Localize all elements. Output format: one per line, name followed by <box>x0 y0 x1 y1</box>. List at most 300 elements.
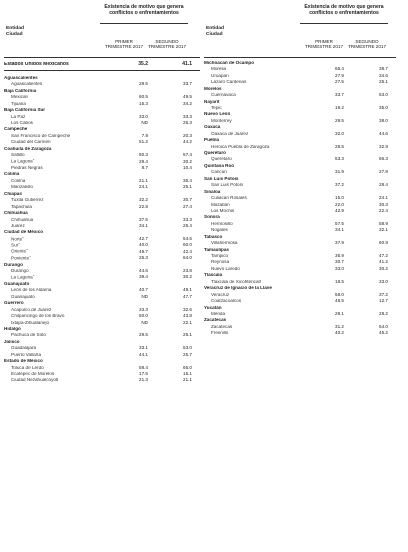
table-row <box>4 268 200 274</box>
city-name: Mérida <box>211 311 226 316</box>
value-segundo-trimestre: 44.6 <box>379 130 388 136</box>
table-row <box>204 131 396 137</box>
table-row <box>204 227 396 233</box>
value-primer-trimestre: 60.5 <box>139 94 148 100</box>
city-name: Ixtapa-Zihuatanejo <box>11 320 50 325</box>
state-name: Nuevo León <box>204 112 231 117</box>
value-segundo-trimestre: 35.0 <box>379 104 388 110</box>
header-title: Existencia de motivo que genera conflictos o enfrentamientos <box>304 4 384 16</box>
entity-label-line2: Ciudad <box>6 31 23 37</box>
value-segundo-trimestre: 25.1 <box>183 332 192 338</box>
table-row <box>204 73 396 79</box>
city-name: Nogales <box>211 228 228 233</box>
value-primer-trimestre: 40.0 <box>139 242 148 248</box>
value-primer-trimestre: 29.4 <box>139 158 148 164</box>
value-primer-trimestre: 29.1 <box>335 310 344 316</box>
city-name: Puerto Vallarta <box>11 352 42 357</box>
city-name: Chilpancingo de los Bravo <box>11 314 65 319</box>
value-segundo-trimestre: 47.7 <box>183 293 192 299</box>
value-segundo-trimestre: 60.0 <box>183 242 192 248</box>
value-primer-trimestre: 34.1 <box>335 227 344 233</box>
value-segundo-trimestre: 30.2 <box>379 265 388 271</box>
value-segundo-trimestre: 28.2 <box>379 310 388 316</box>
entity-label-line1: Entidad <box>206 26 224 31</box>
value-primer-trimestre: 50.3 <box>139 152 148 158</box>
table-row <box>204 157 396 163</box>
table-row <box>204 266 396 272</box>
state-name: Colima <box>4 172 20 177</box>
table-row <box>204 279 396 285</box>
value-segundo-trimestre: 49.1 <box>183 287 192 293</box>
value-primer-trimestre: 33.0 <box>335 265 344 271</box>
table-row <box>204 330 396 336</box>
city-name: Mexicali <box>11 95 28 100</box>
table-row <box>4 275 200 281</box>
city-name: Veracruz <box>211 292 230 297</box>
state-name: Aguascalientes <box>4 75 38 80</box>
table-row <box>204 169 396 175</box>
state-name: Quintana Roo <box>204 163 235 168</box>
value-segundo-trimestre: 58.9 <box>379 220 388 226</box>
header-title-rule <box>100 23 188 24</box>
value-primer-trimestre: 51.2 <box>139 139 148 145</box>
city-name: Juárez <box>11 223 25 228</box>
city-name: Cancún <box>211 170 227 175</box>
table-row <box>204 195 396 201</box>
city-name: Tepic <box>211 105 222 110</box>
table-row <box>204 324 396 330</box>
value-primer-trimestre: 53.3 <box>335 156 344 162</box>
table-row <box>204 202 396 208</box>
value-primer-trimestre: 37.2 <box>335 182 344 188</box>
footnote-marker: 1 <box>32 275 35 278</box>
city-name: Querétaro <box>211 157 232 162</box>
value-primer-trimestre: 18.5 <box>335 278 344 284</box>
value-primer-trimestre: 27.5 <box>335 79 344 85</box>
right-table-header <box>204 4 396 60</box>
col-header-primer: PRIMER TRIMESTRE 2017 <box>304 39 344 50</box>
value-primer-trimestre: 28.5 <box>139 81 148 87</box>
value-segundo-trimestre: 30.2 <box>183 158 192 164</box>
state-name: Jalisco <box>4 339 20 344</box>
state-name: San Luis Potosí <box>204 176 239 181</box>
value-segundo-trimestre: 22.4 <box>379 207 388 213</box>
col-header-primer: PRIMER TRIMESTRE 2017 <box>104 39 144 50</box>
value-segundo-trimestre: 53.0 <box>183 345 192 351</box>
table-row <box>4 313 200 319</box>
national-total-row <box>4 60 200 69</box>
value-primer-trimestre: 40.2 <box>335 330 344 336</box>
value-segundo-trimestre: 32.9 <box>379 143 388 149</box>
value-segundo-trimestre: 53.0 <box>379 92 388 98</box>
state-name: Querétaro <box>204 151 226 156</box>
city-name: Toluca de Lerdo <box>11 365 44 370</box>
entity-label <box>6 26 24 38</box>
state-name: Coahuila de Zaragoza <box>4 146 52 151</box>
state-name: Tlaxcala <box>204 273 223 278</box>
state-name: Michoacán de Ocampo <box>204 60 255 65</box>
city-name: Monterrey <box>211 118 232 123</box>
city-name: Reynosa <box>211 260 230 265</box>
city-name: Morelia <box>211 67 227 72</box>
value-segundo-trimestre: 26.3 <box>183 119 192 125</box>
table-row <box>204 260 396 266</box>
city-name: Tapachula <box>11 204 32 209</box>
value-primer-trimestre: 21.1 <box>139 177 148 183</box>
table-row <box>4 249 200 255</box>
state-name: Yucatán <box>204 305 222 310</box>
value-primer-trimestre: ND <box>141 319 148 325</box>
city-name: Villahermosa <box>211 241 238 246</box>
value-segundo-trimestre: 33.3 <box>183 216 192 222</box>
table-row <box>4 217 200 223</box>
value-segundo-trimestre: 21.1 <box>183 377 192 383</box>
value-primer-trimestre: 44.1 <box>139 351 148 357</box>
state-name: Chihuahua <box>4 211 28 216</box>
value-segundo-trimestre: 57.4 <box>183 152 192 158</box>
table-row <box>204 298 396 304</box>
value-primer-trimestre: 49.7 <box>139 248 148 254</box>
city-name: La Laguna$^1$ <box>11 275 35 280</box>
value-primer-trimestre: 8.7 <box>141 165 148 171</box>
value-segundo-trimestre: 66.3 <box>379 156 388 162</box>
table-row <box>204 311 396 317</box>
value-primer-trimestre: 31.9 <box>335 169 344 175</box>
left-rows <box>4 60 200 384</box>
value-segundo-trimestre: 38.7 <box>379 66 388 72</box>
value-primer-trimestre: 32.2 <box>139 197 148 203</box>
city-name: Guanajuato <box>11 294 35 299</box>
value-primer-trimestre: 33.1 <box>139 345 148 351</box>
col-header-segundo: SEGUNDO TRIMESTRE 2017 <box>147 39 187 50</box>
value-primer-trimestre: 25.3 <box>139 255 148 261</box>
value-segundo-trimestre: 41.1 <box>182 61 192 67</box>
table-row <box>204 221 396 227</box>
city-name: Guadalajara <box>11 346 37 351</box>
state-name: Sonora <box>204 215 220 220</box>
value-segundo-trimestre: 54.0 <box>379 323 388 329</box>
state-name: Nayarit <box>204 99 220 104</box>
value-primer-trimestre: 15.3 <box>139 100 148 106</box>
city-name: Ecatepec de Morelos <box>11 372 55 377</box>
value-segundo-trimestre: 25.1 <box>183 184 192 190</box>
value-primer-trimestre: 57.5 <box>335 220 344 226</box>
city-name: La Paz <box>11 114 26 119</box>
city-name: Coatzacoalcos <box>211 299 242 304</box>
value-segundo-trimestre: 27.4 <box>183 203 192 209</box>
value-segundo-trimestre: 30.7 <box>183 197 192 203</box>
entity-label-line2: Ciudad <box>206 31 223 37</box>
city-name: Poniente$^5$ <box>11 255 31 261</box>
value-primer-trimestre: 33.3 <box>139 306 148 312</box>
value-segundo-trimestre: 60.9 <box>379 240 388 246</box>
value-segundo-trimestre: 10.4 <box>183 165 192 171</box>
table-row <box>204 79 396 85</box>
footnote-marker: 3 <box>18 243 20 246</box>
value-segundo-trimestre: 54.5 <box>183 235 192 241</box>
table-row <box>4 152 200 158</box>
table-row <box>204 240 396 246</box>
value-segundo-trimestre: 30.3 <box>379 201 388 207</box>
city-name: Durango <box>11 269 29 274</box>
city-name: Manzanillo <box>11 185 33 190</box>
city-name: Piedras Negras <box>11 166 43 171</box>
city-name: Norte$^2$ <box>11 236 24 242</box>
value-segundo-trimestre: 65.0 <box>183 364 192 370</box>
value-primer-trimestre: 32.0 <box>335 130 344 136</box>
city-name: Fresnillo <box>211 331 229 336</box>
left-table-header <box>4 4 200 60</box>
value-primer-trimestre: 48.5 <box>335 298 344 304</box>
state-name: Guanajuato <box>4 281 30 286</box>
table-row <box>4 345 200 351</box>
value-primer-trimestre: 33.0 <box>139 113 148 119</box>
value-primer-trimestre: 40.7 <box>139 287 148 293</box>
value-segundo-trimestre: 32.6 <box>183 306 192 312</box>
state-name: Puebla <box>204 138 220 143</box>
city-name: Los Mochis <box>211 208 235 213</box>
table-row <box>4 114 200 120</box>
value-primer-trimestre: ND <box>141 119 148 125</box>
total-divider <box>4 70 200 71</box>
city-name: Acapulco de Juárez <box>11 307 52 312</box>
table-row <box>4 101 200 107</box>
value-primer-trimestre: 37.9 <box>335 240 344 246</box>
table-row <box>4 333 200 339</box>
left-column <box>4 4 200 384</box>
value-primer-trimestre: 30.7 <box>335 259 344 265</box>
table-row <box>4 320 200 326</box>
state-name: Tabasco <box>204 234 223 239</box>
value-primer-trimestre: 29.5 <box>139 332 148 338</box>
value-segundo-trimestre: 43.8 <box>183 313 192 319</box>
table-row <box>4 178 200 184</box>
value-primer-trimestre: 37.5 <box>139 216 148 222</box>
city-name: Aguascalientes <box>11 82 43 87</box>
city-name: Cuernavaca <box>211 93 236 98</box>
city-name: Heroica Puebla de Zaragoza <box>211 144 270 149</box>
city-name: Tlaxcala de Xicohténcatl <box>211 279 261 284</box>
state-name: Veracruz de Ignacio de la Llave <box>204 286 272 291</box>
value-segundo-trimestre: 33.3 <box>183 113 192 119</box>
table-row <box>204 66 396 72</box>
city-name: Los Cabos <box>11 120 33 125</box>
value-primer-trimestre: 34.1 <box>139 222 148 228</box>
value-segundo-trimestre: 23.8 <box>183 268 192 274</box>
footnote-marker: 4 <box>26 249 28 252</box>
value-primer-trimestre: 42.7 <box>139 235 148 241</box>
city-name: Estados Unidos Mexicanos <box>4 62 69 67</box>
header-title: Existencia de motivo que genera conflictos o enfrentamientos <box>104 4 184 16</box>
value-primer-trimestre: 15.0 <box>335 195 344 201</box>
value-segundo-trimestre: 64.0 <box>183 255 192 261</box>
value-primer-trimestre: 24.1 <box>139 184 148 190</box>
table-row <box>204 118 396 124</box>
entity-label <box>206 26 224 38</box>
table-row <box>204 105 396 111</box>
table-row <box>204 182 396 188</box>
state-name: Tamaulipas <box>204 247 229 252</box>
city-name: Tampico <box>211 254 229 259</box>
state-name: Zacatecas <box>204 318 227 323</box>
value-segundo-trimestre: 25.1 <box>379 79 388 85</box>
city-name: Hermosillo <box>211 221 233 226</box>
footnote-marker: 2 <box>22 236 24 239</box>
city-name: Culiacán Rosales <box>211 196 247 201</box>
city-name: Nuevo Laredo <box>211 266 240 271</box>
value-primer-trimestre: 44.6 <box>139 268 148 274</box>
value-segundo-trimestre: 49.5 <box>183 94 192 100</box>
table-row <box>4 352 200 358</box>
table-row <box>4 184 200 190</box>
table-row <box>4 197 200 203</box>
value-segundo-trimestre: 20.3 <box>183 132 192 138</box>
value-primer-trimestre: 22.0 <box>335 201 344 207</box>
state-name: Guerrero <box>4 301 24 306</box>
state-name: Baja California <box>4 88 37 93</box>
city-name: Zacatecas <box>211 324 233 329</box>
value-segundo-trimestre: 37.2 <box>379 291 388 297</box>
state-name: Campeche <box>4 127 28 132</box>
value-segundo-trimestre: 25.4 <box>183 222 192 228</box>
table-row <box>4 81 200 87</box>
table-row <box>4 120 200 126</box>
value-segundo-trimestre: 15.1 <box>183 371 192 377</box>
state-name: Morelos <box>204 86 222 91</box>
state-name: Durango <box>4 262 23 267</box>
value-segundo-trimestre: 25.7 <box>183 351 192 357</box>
city-name: Saltillo <box>11 153 25 158</box>
value-primer-trimestre: 21.3 <box>139 377 148 383</box>
table-row <box>4 378 200 384</box>
value-segundo-trimestre: 35.4 <box>183 177 192 183</box>
table-row <box>204 144 396 150</box>
value-primer-trimestre: 39.4 <box>139 274 148 280</box>
value-segundo-trimestre: 33.7 <box>183 81 192 87</box>
two-column-layout <box>4 4 396 384</box>
value-segundo-trimestre: 42.4 <box>183 248 192 254</box>
entity-label-line1: Entidad <box>6 26 24 31</box>
city-name: Chihuahua <box>11 217 34 222</box>
value-primer-trimestre: 31.2 <box>335 323 344 329</box>
city-name: La Laguna$^1$ <box>11 159 35 164</box>
value-segundo-trimestre: 27.9 <box>379 169 388 175</box>
footnote-marker: 1 <box>32 159 35 162</box>
value-segundo-trimestre: 34.2 <box>183 100 192 106</box>
value-segundo-trimestre: 32.1 <box>379 227 388 233</box>
value-segundo-trimestre: 47.2 <box>379 253 388 259</box>
table-row <box>204 208 396 214</box>
right-rows <box>204 60 396 337</box>
table-row <box>4 165 200 171</box>
state-name: Estado de México <box>4 359 43 364</box>
table-row <box>4 294 200 300</box>
city-name: Uruapan <box>211 73 229 78</box>
city-name: León de los Aldama <box>11 288 52 293</box>
table-row <box>4 255 200 261</box>
value-primer-trimestre: 35.9 <box>335 253 344 259</box>
table-row <box>204 92 396 98</box>
right-column <box>200 4 396 384</box>
table-row <box>4 94 200 100</box>
value-primer-trimestre: ND <box>141 293 148 299</box>
table-row <box>4 204 200 210</box>
value-primer-trimestre: 58.4 <box>139 364 148 370</box>
table-row <box>4 307 200 313</box>
value-segundo-trimestre: 33.0 <box>379 278 388 284</box>
city-name: Colima <box>11 178 26 183</box>
value-primer-trimestre: 17.5 <box>139 371 148 377</box>
header-title-rule <box>300 23 388 24</box>
table-row <box>4 365 200 371</box>
value-primer-trimestre: 22.8 <box>139 203 148 209</box>
value-segundo-trimestre: 28.4 <box>379 182 388 188</box>
value-primer-trimestre: 35.2 <box>138 61 148 67</box>
value-segundo-trimestre: 44.2 <box>183 139 192 145</box>
value-segundo-trimestre: 24.1 <box>379 195 388 201</box>
value-primer-trimestre: 19.2 <box>335 104 344 110</box>
table-row <box>4 159 200 165</box>
state-name: Hidalgo <box>4 326 21 331</box>
table-row <box>204 292 396 298</box>
table-row <box>4 287 200 293</box>
value-segundo-trimestre: 45.2 <box>379 330 388 336</box>
value-primer-trimestre: 29.5 <box>335 117 344 123</box>
col-header-segundo: SEGUNDO TRIMESTRE 2017 <box>347 39 387 50</box>
table-row <box>4 242 200 248</box>
city-name: San Francisco de Campeche <box>11 133 71 138</box>
city-name: Tijuana <box>11 101 26 106</box>
footnote-marker: 5 <box>29 255 31 258</box>
city-name: Mazatlán <box>211 202 230 207</box>
value-primer-trimestre: 27.9 <box>335 72 344 78</box>
state-name: Chiapas <box>4 191 22 196</box>
value-segundo-trimestre: 34.6 <box>379 72 388 78</box>
value-segundo-trimestre: 22.1 <box>183 319 192 325</box>
city-name: Tuxtla Gutiérrez <box>11 198 44 203</box>
value-primer-trimestre: 7.8 <box>141 132 148 138</box>
table-row <box>4 133 200 139</box>
table-row <box>4 223 200 229</box>
value-segundo-trimestre: 12.7 <box>379 298 388 304</box>
value-primer-trimestre: 33.7 <box>335 92 344 98</box>
value-primer-trimestre: 65.4 <box>335 66 344 72</box>
value-segundo-trimestre: 30.2 <box>183 274 192 280</box>
city-name: Sur$^3$ <box>11 243 20 248</box>
value-segundo-trimestre: 38.0 <box>379 117 388 123</box>
city-name: Oaxaca de Juárez <box>211 131 249 136</box>
state-name: Sinaloa <box>204 189 221 194</box>
value-segundo-trimestre: 41.2 <box>379 259 388 265</box>
table-row <box>4 139 200 145</box>
state-name: Ciudad de México <box>4 230 44 235</box>
value-primer-trimestre: 50.0 <box>139 313 148 319</box>
value-primer-trimestre: 42.9 <box>335 207 344 213</box>
table-row <box>204 253 396 259</box>
value-primer-trimestre: 28.5 <box>335 143 344 149</box>
state-name: Oaxaca <box>204 125 221 130</box>
state-name: Baja California Sur <box>4 108 46 113</box>
city-name: Ciudad del Carmen <box>11 140 51 145</box>
city-name: Ciudad Nezahualcóyotl <box>11 378 59 383</box>
city-name: Lázaro Cárdenas <box>211 80 247 85</box>
header-bottom-rule <box>4 57 200 58</box>
city-name: San Luis Potosí <box>211 183 244 188</box>
value-primer-trimestre: 58.0 <box>335 291 344 297</box>
city-name: Oriente$^4$ <box>11 249 28 254</box>
header-bottom-rule <box>204 57 396 58</box>
table-row <box>4 371 200 377</box>
